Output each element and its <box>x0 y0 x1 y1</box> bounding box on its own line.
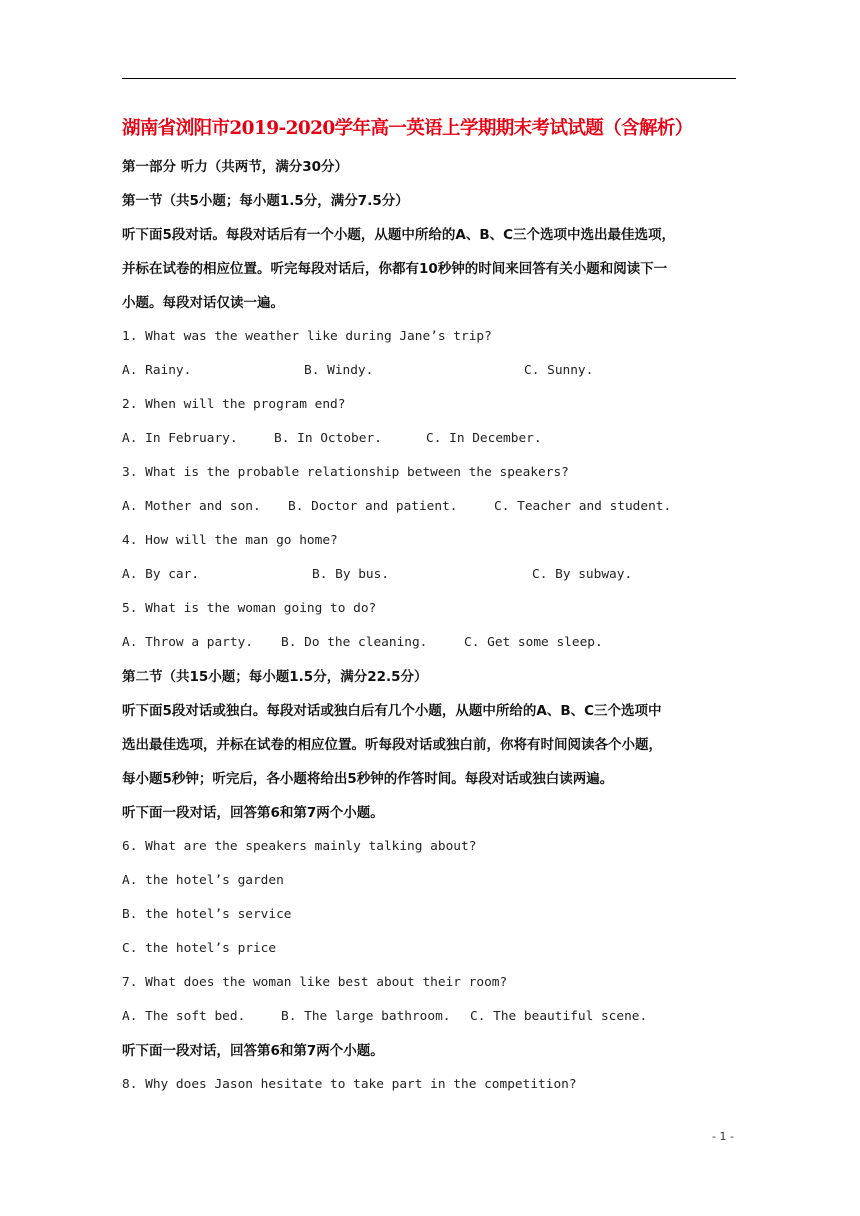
option-b: B. By bus. <box>312 567 390 582</box>
section2-instruction-line: 每小题5秒钟；听完后，各小题将给出5秒钟的作答时间。每段对话或独白读两遍。 <box>122 771 614 787</box>
question-3-options <box>122 490 738 524</box>
option-a: A. In February. <box>122 431 238 446</box>
option-b: B. The large bathroom. <box>281 1009 451 1024</box>
question-2: 2. When will the program end? <box>122 397 346 412</box>
section2-instruction-line: 选出最佳选项，并标在试卷的相应位置。听每段对话或独白前，你将有时间阅读各个小题， <box>122 737 662 753</box>
option-a: A. By car. <box>122 567 200 582</box>
dialogue-instruction: 听下面一段对话，回答第6和第7两个小题。 <box>122 805 384 821</box>
option-a: A. Mother and son. <box>122 499 261 514</box>
part1-heading: 第一部分 听力（共两节，满分30分） <box>122 159 348 175</box>
option-b: B. In October. <box>274 431 382 446</box>
question-1: 1. What was the weather like during Jane’s trip? <box>122 329 492 344</box>
question-8: 8. Why does Jason hesitate to take part in the competition? <box>122 1077 577 1092</box>
section1-instruction-line: 小题。每段对话仅读一遍。 <box>122 295 284 311</box>
section2-heading: 第二节（共15小题；每小题1.5分，满分22.5分） <box>122 669 428 685</box>
question-5-options <box>122 626 738 660</box>
option-a: A. The soft bed. <box>122 1009 246 1024</box>
section2-instruction-line: 听下面5段对话或独白。每段对话或独白后有几个小题，从题中所给的A、B、C三个选项中 <box>122 703 662 719</box>
option-c: C. Teacher and student. <box>494 499 672 514</box>
section1-instruction-line: 听下面5段对话。每段对话后有一个小题，从题中所给的A、B、C三个选项中选出最佳选项， <box>122 227 676 243</box>
option-c: C. the hotel’s price <box>122 941 277 956</box>
dialogue-instruction: 听下面一段对话，回答第6和第7两个小题。 <box>122 1043 384 1059</box>
option-b: B. Doctor and patient. <box>288 499 458 514</box>
question-7: 7. What does the woman like best about their room? <box>122 975 508 990</box>
section1-heading: 第一节（共5小题；每小题1.5分，满分7.5分） <box>122 193 409 209</box>
page-number: - 1 - <box>712 1130 734 1143</box>
option-b: B. Windy. <box>304 363 374 378</box>
option-a: A. the hotel’s garden <box>122 873 284 888</box>
question-7-options <box>122 1000 738 1034</box>
header-rule <box>122 78 736 79</box>
option-b: B. Do the cleaning. <box>281 635 428 650</box>
option-b: B. the hotel’s service <box>122 907 292 922</box>
question-6: 6. What are the speakers mainly talking about? <box>122 839 477 854</box>
option-a: A. Throw a party. <box>122 635 253 650</box>
option-c: C. Get some sleep. <box>464 635 603 650</box>
question-5: 5. What is the woman going to do? <box>122 601 377 616</box>
option-c: C. In December. <box>426 431 542 446</box>
question-4: 4. How will the man go home? <box>122 533 338 548</box>
question-3: 3. What is the probable relationship between the speakers? <box>122 465 569 480</box>
document-body <box>122 150 738 1102</box>
question-2-options <box>122 422 738 456</box>
question-4-options <box>122 558 738 592</box>
option-c: C. Sunny. <box>524 363 594 378</box>
option-a: A. Rainy. <box>122 363 192 378</box>
section1-instruction-line: 并标在试卷的相应位置。听完每段对话后，你都有10秒钟的时间来回答有关小题和阅读下一 <box>122 261 668 277</box>
question-1-options <box>122 354 738 388</box>
option-c: C. By subway. <box>532 567 633 582</box>
option-c: C. The beautiful scene. <box>470 1009 648 1024</box>
document-title: 湖南省浏阳市2019-2020学年高一英语上学期期末考试试题（含解析） <box>122 118 693 139</box>
